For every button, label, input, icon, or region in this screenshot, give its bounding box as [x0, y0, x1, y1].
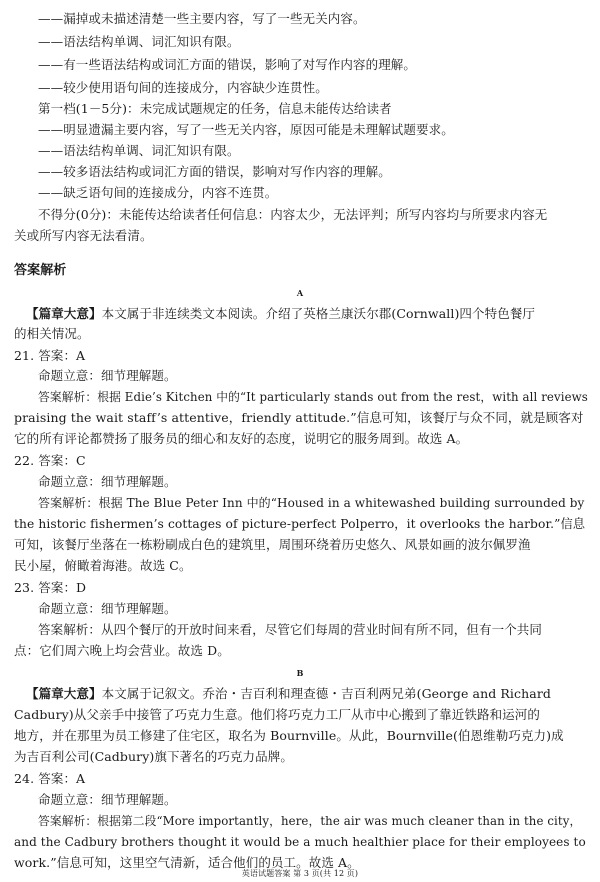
q21-analysis: 答案解析：根据 Edie’s Kitchen 中的“It particularly stands out from the rest，with all reviews — [38, 390, 588, 404]
grade1-title: 第一档(1－5分)：未完成试题规定的任务，信息未能传达给读者 — [38, 101, 392, 116]
q21-answer: 21. 答案：A — [14, 348, 86, 363]
criteria-item: ——语法结构单调、词汇知识有限。 — [38, 143, 240, 158]
criteria-item: ——有一些语法结构或词汇方面的错误，影响了对写作内容的理解。 — [38, 57, 417, 72]
q24-analysis-cont: and the Cadbury brothers thought it would be a much healthier place for their employees to — [14, 835, 586, 849]
part-a-summary — [26, 306, 535, 322]
criteria-item: ——较多语法结构或词汇方面的错误，影响对写作内容的理解。 — [38, 164, 391, 179]
page-footer: 英语试题答案 第 3 页(共 12 页) — [241, 869, 359, 878]
zero-score-text-cont: 关或所写内容无法看清。 — [14, 228, 153, 243]
q22-analysis-cont: 民小屋，俯瞰着海港。故选 C。 — [14, 558, 192, 573]
q23-analysis-cont: 点：它们周六晚上均会营业。故选 D。 — [14, 643, 230, 658]
q24-analysis: 答案解析：根据第二段“More importantly，here，the air was much cleaner than in the city， — [38, 814, 582, 828]
criteria-item: ——缺乏语句间的连接成分，内容不连贯。 — [38, 185, 278, 200]
q22-analysis: 答案解析：根据 The Blue Peter Inn 中的“Housed in a whitewashed building surrounded by — [38, 496, 585, 510]
summary-text: 本文属于非连续类文本阅读。介绍了英格兰康沃尔郡(Cornwall)四个特色餐厅 — [101, 306, 536, 321]
summary-text: 本文属于记叙文。乔治・吉百利和理查德・吉百利两兄弟(George and Richard — [101, 686, 552, 701]
q22-analysis-cont: 可知，该餐厅坐落在一栋粉刷成白色的建筑里，周围环绕着历史悠久、风景如画的波尔佩罗渔 — [14, 537, 531, 552]
q22-answer: 22. 答案：C — [14, 453, 86, 468]
part-a-summary-cont: 的相关情况。 — [14, 326, 90, 341]
q21-analysis-cont: 它的所有评论都赞扬了服务员的细心和友好的态度，说明它的服务周到。故选 A。 — [14, 431, 469, 446]
q21-analysis-cont: praising the wait staff’s attentive，friendly attitude.”信息可知，该餐厅与众不同，就是顾客对 — [14, 410, 584, 425]
part-b-summary-cont: 为吉百利公司(Cadbury)旗下著名的巧克力品牌。 — [14, 749, 293, 764]
summary-label: 【篇章大意】 — [26, 686, 102, 701]
section-title: 答案解析 — [14, 263, 67, 278]
summary-label: 【篇章大意】 — [26, 306, 102, 321]
q24-analysis-cont: work.”信息可知，这里空气清新，适合他们的员工。故选 A。 — [14, 855, 360, 870]
criteria-item: ——语法结构单调、词汇知识有限。 — [38, 34, 240, 49]
q22-intent: 命题立意：细节理解题。 — [38, 474, 177, 489]
q21-intent: 命题立意：细节理解题。 — [38, 368, 177, 383]
part-b-summary-cont: 地方，并在那里为员工修建了住宅区，取名为 Bournville。从此，Bournville(伯恩维勒巧克力)成 — [14, 728, 564, 743]
criteria-item: ——较少使用语句间的连接成分，内容缺少连贯性。 — [38, 80, 328, 95]
q24-intent: 命题立意：细节理解题。 — [38, 792, 177, 807]
criteria-item: ——漏掉或未描述清楚一些主要内容，写了一些无关内容。 — [38, 11, 366, 26]
q23-intent: 命题立意：细节理解题。 — [38, 601, 177, 616]
part-b-summary-cont: Cadbury)从父亲手中接管了巧克力生意。他们将巧克力工厂从市中心搬到了靠近铁路和运河的 — [14, 707, 540, 722]
part-b-summary — [26, 686, 551, 702]
zero-score-text: 不得分(0分)：未能传达给读者任何信息：内容太少，无法评判；所写内容均与所要求内容无 — [38, 207, 548, 222]
q23-answer: 23. 答案：D — [14, 580, 87, 595]
criteria-item: ——明显遗漏主要内容，写了一些无关内容，原因可能是未理解试题要求。 — [38, 122, 454, 137]
q23-analysis: 答案解析：从四个餐厅的开放时间来看，尽管它们每周的营业时间有所不同，但有一个共同 — [38, 622, 543, 637]
q22-analysis-cont: the historic fishermen’s cottages of picture-perfect Polperro，it overlooks the harbor.”信息 — [14, 517, 586, 531]
q24-answer: 24. 答案：A — [14, 771, 86, 786]
part-b-heading: B — [296, 668, 304, 678]
part-a-heading: A — [296, 288, 304, 298]
